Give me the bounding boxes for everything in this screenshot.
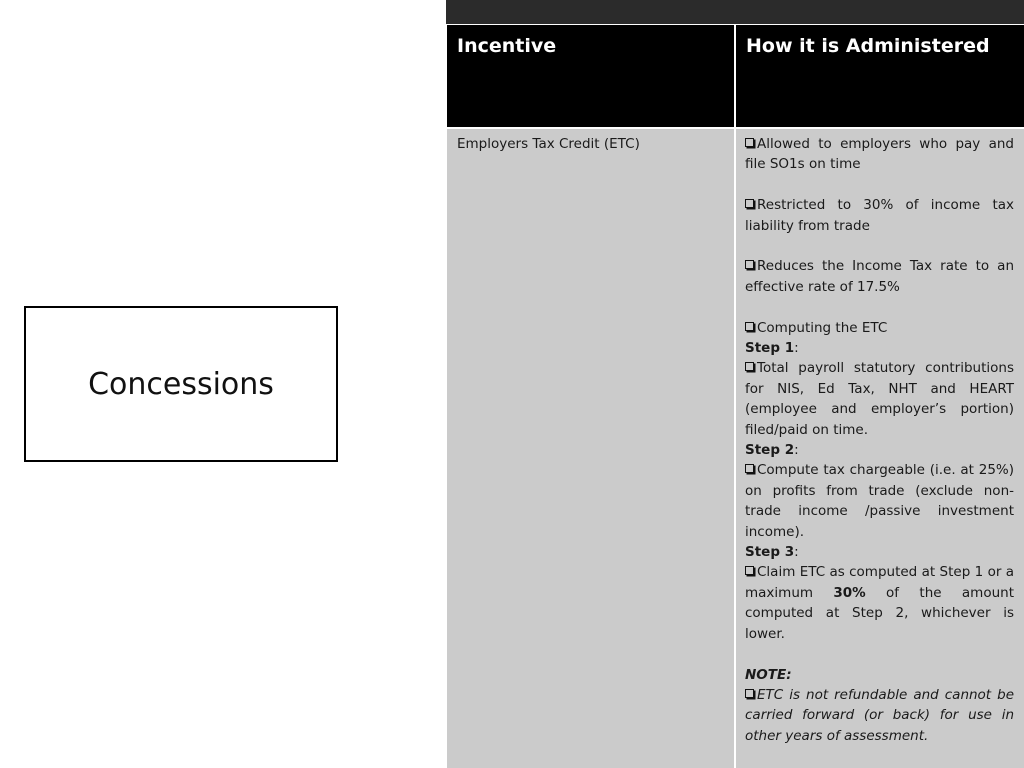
slide-top-bar [446,0,1024,24]
checkbox-bullet-icon [745,689,754,698]
note-item: ETC is not refundable and cannot be carried forward (or back) for use in other years of assessment. [745,686,1014,744]
bullet-item: Reduces the Income Tax rate to an effective rate of 17.5% [745,258,1014,295]
step-heading: Step 3: [745,544,799,561]
step-item: Claim ETC as computed at Step 1 or a maximum 30% of the amount computed at Step 2, whichever is lower. [745,564,1014,642]
concessions-title-box [24,306,338,462]
checkbox-bullet-icon [745,199,754,208]
checkbox-bullet-icon [745,138,754,147]
incentive-name: Employers Tax Credit (ETC) [457,136,640,152]
step-heading: Step 2: [745,442,799,459]
step-item: Total payroll statutory contributions for NIS, Ed Tax, NHT and HEART (employee and employer’s portion) filed/paid on time. [745,360,1014,438]
bullet-item: Computing the ETC [745,318,1014,338]
incentive-cell [447,129,734,768]
step-item: Compute tax chargeable (i.e. at 25%) on profits from trade (exclude non-trade income /passive investment income). [745,462,1014,540]
checkbox-bullet-icon [745,322,754,331]
checkbox-bullet-icon [745,260,754,269]
slide-title: Concessions [88,366,274,402]
administration-cell [736,129,1024,768]
column-divider [734,25,736,768]
header-divider [447,127,1024,129]
bullet-item: Allowed to employers who pay and file SO1s on time [745,136,1014,173]
checkbox-bullet-icon [745,464,754,473]
header-how-administered: How it is Administered [736,25,1024,127]
checkbox-bullet-icon [745,566,754,575]
bullet-item: Restricted to 30% of income tax liability from trade [745,197,1014,234]
note-heading: NOTE: [745,666,792,683]
checkbox-bullet-icon [745,362,754,371]
step-heading: Step 1: [745,340,799,357]
header-incentive: Incentive [447,25,734,127]
